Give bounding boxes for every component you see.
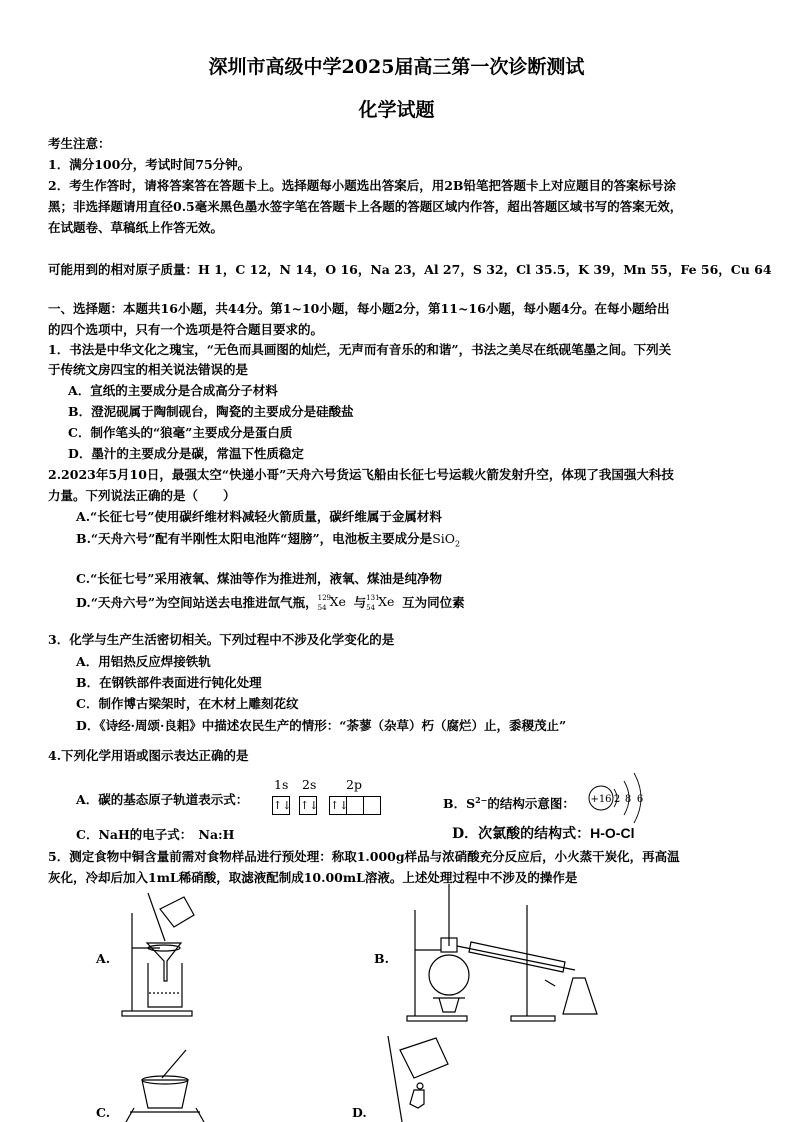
q2-stem-line-2: 力量。下列说法正确的是（ ） [48,488,236,503]
q2-formula-sub: 2 [455,539,461,549]
orbital-box-2p-3 [363,796,381,815]
q5-option-b-label: B. [374,951,389,966]
q1-stem-line-2: 于传统文房四宝的相关说法错误的是 [48,362,249,377]
q3-option-d: D．《诗经·周颂·良耜》中描述农民生产的情形：“荼蓼（杂草）朽（腐烂）止，黍稷茂止” [76,718,567,733]
q2-stem-line-1: 2.2023年5月10日，最强太空“快递小哥”天舟六号货运飞船由长征七号运载火箭发射升空，体现了我国强大科技 [48,467,674,482]
nuclide-symbol: Xe [329,594,346,609]
q3-option-c: C．制作博古梁架时，在木材上雕刻花纹 [76,696,299,711]
beaker [148,963,182,1007]
q2-formula-sio: SiO [432,531,455,546]
q2-option-b-text: B.“天舟六号”配有半刚性太阳电池阵“翅膀”，电池板主要成分是 [76,531,433,546]
stirring-rod [162,1050,186,1078]
nuclide-mass: 129 [317,594,332,602]
q1-option-c: C．制作笔头的“狼毫”主要成分是蛋白质 [68,425,293,440]
q2-option-d-pre: D.“天舟六号”为空间站送去电推进氙气瓶， [76,595,318,610]
notice-item-1: 1．满分100分，考试时间75分钟。 [48,157,251,172]
shell-3-electrons: 6 [636,794,644,805]
crucible-apparatus-figure [122,1046,212,1122]
shell-2-electrons: 8 [624,794,632,805]
notice-item-2-line-3: 在试题卷、草稿纸上作答无效。 [48,220,224,235]
stand-base-1 [407,1016,467,1021]
q1-option-b: B．澄泥砚属于陶制砚台，陶瓷的主要成分是硅酸盐 [68,404,354,419]
orbital-box-2p-1: ↑↓ [329,796,347,815]
xenon-129-nuclide [317,594,354,612]
q4-stem: 4.下列化学用语或图示表达正确的是 [48,748,249,763]
q2-option-d [76,594,465,611]
q4-option-b-pre: B．S [443,796,476,812]
q4-option-c: C．NaH的电子式： Na:H [76,827,235,842]
q4-option-b [443,792,575,812]
shell-1-electrons: 2 [613,794,621,805]
distilling-flask [429,955,469,995]
stopper [417,1083,423,1089]
funnel [147,943,181,981]
q4-option-d-pre: D．次氯酸的结构式： [452,826,591,842]
q5-option-a-label: A. [96,951,111,966]
orbital-box-2s: ↑↓ [299,796,317,815]
atomic-masses: 可能用到的相对原子质量：H 1，C 12，N 14，O 16，Na 23，Al 27，S 32，Cl 35.5，K 39，Mn 55，Fe 56，Cu 64 [48,262,772,277]
water-inlet-arrow [545,980,555,986]
q2-option-d-mid: 与 [353,595,367,610]
condenser-inner-tube [457,946,575,970]
condenser-jacket [469,942,565,972]
tripod-legs [126,1108,204,1122]
orbital-label-2p: 2p [346,777,362,792]
q3-stem: 3．化学与生产生活密切相关。下列过程中不涉及化学变化的是 [48,632,395,647]
exam-title: 深圳市高级中学2025届高三第一次诊断测试 [208,56,585,78]
pouring-apparatus-figure [380,1034,460,1122]
nuclide-z: 54 [317,604,327,612]
q2-option-a: A.“长征七号”使用碳纤维材料减轻火箭质量，碳纤维属于金属材料 [76,509,442,524]
notice-item-2-line-2: 黑；非选择题请用直径0.5毫米黑色墨水签字笔在答题卡上各题的答题区域内作答，超出答题区域书写的答案无效， [48,199,683,214]
q2-option-d-post: 互为同位素 [402,595,465,610]
sulfide-structure-diagram [584,769,656,827]
subject-title: 化学试题 [358,99,435,121]
receiving-flask [563,978,597,1014]
nuclide-symbol: Xe [378,594,395,609]
q3-option-b: B．在钢铁部件表面进行钝化处理 [76,675,262,690]
q4-option-d [452,825,634,842]
nuclide-z: 54 [366,604,376,612]
pouring-beaker [160,897,194,927]
q2-option-b [76,531,460,553]
nucleus-charge: +16 [590,794,612,805]
q5-option-d-label: D. [352,1105,367,1120]
orbital-label-2s: 2s [302,777,317,792]
section1-instructions-line-2: 的四个选项中，只有一个选项是符合题目要求的。 [48,322,324,337]
xenon-131-nuclide [366,594,402,612]
q5-stem-line-2: 灰化，冷却后加入1mL稀硝酸，取滤液配制成10.00mL溶液。上述处理过程中不涉及的操作是 [48,870,578,885]
q1-option-d: D．墨汁的主要成分是碳，常温下性质稳定 [68,446,304,461]
q5-stem-line-1: 5．测定食物中铜含量前需对食物样品进行预处理：称取1.000g样品与浓硝酸充分反应后，小火蒸干炭化，再高温 [48,849,680,864]
glass-rod [388,1036,402,1122]
section1-instructions-line-1: 一、选择题：本题共16小题，共44分。第1~10小题，每小题2分，第11~16小题，每小题4分。在每小题给出 [48,301,670,316]
nuclide-mass: 131 [366,594,380,602]
stand-base [122,1011,192,1016]
sulfide-charge: 2− [475,795,488,805]
q1-stem-line-1: 1．书法是中华文化之瑰宝，“无色而具画图的灿烂，无声而有音乐的和谐”，书法之美尽在纸砚笔墨之间。下列关 [48,342,672,357]
notice-item-2-line-1: 2．考生作答时，请将答案答在答题卡上。选择题每小题选出答案后，用2B铅笔把答题卡上对应题目的答案标号涂 [48,178,676,193]
q2-option-c: C.“长征七号”采用液氧、煤油等作为推进剂，液氧、煤油是纯净物 [76,571,442,586]
q4-option-a: A．碳的基态原子轨道表示式： [76,792,249,807]
orbital-box-1s: ↑↓ [272,796,290,815]
q1-option-a: A．宣纸的主要成分是合成高分子材料 [68,383,278,398]
stand-base-2 [511,1016,555,1021]
distillation-apparatus-figure [405,880,605,1022]
orbital-box-2p-2 [346,796,364,815]
notice-heading: 考生注意： [48,136,111,151]
q5-option-c-label: C. [96,1105,111,1120]
flask-neck [410,1090,424,1108]
tilted-beaker [400,1038,448,1078]
orbital-label-1s: 1s [274,777,289,792]
filtration-apparatus-figure [120,893,200,1018]
hypochlorous-acid-formula: H-O-Cl [590,825,635,841]
q3-option-a: A．用铝热反应焊接铁轨 [76,654,211,669]
q2-option-b-formula [432,531,461,549]
glass-rod [148,893,165,941]
q4-option-b-post: 的结构示意图： [487,796,575,812]
burner [433,998,465,1012]
